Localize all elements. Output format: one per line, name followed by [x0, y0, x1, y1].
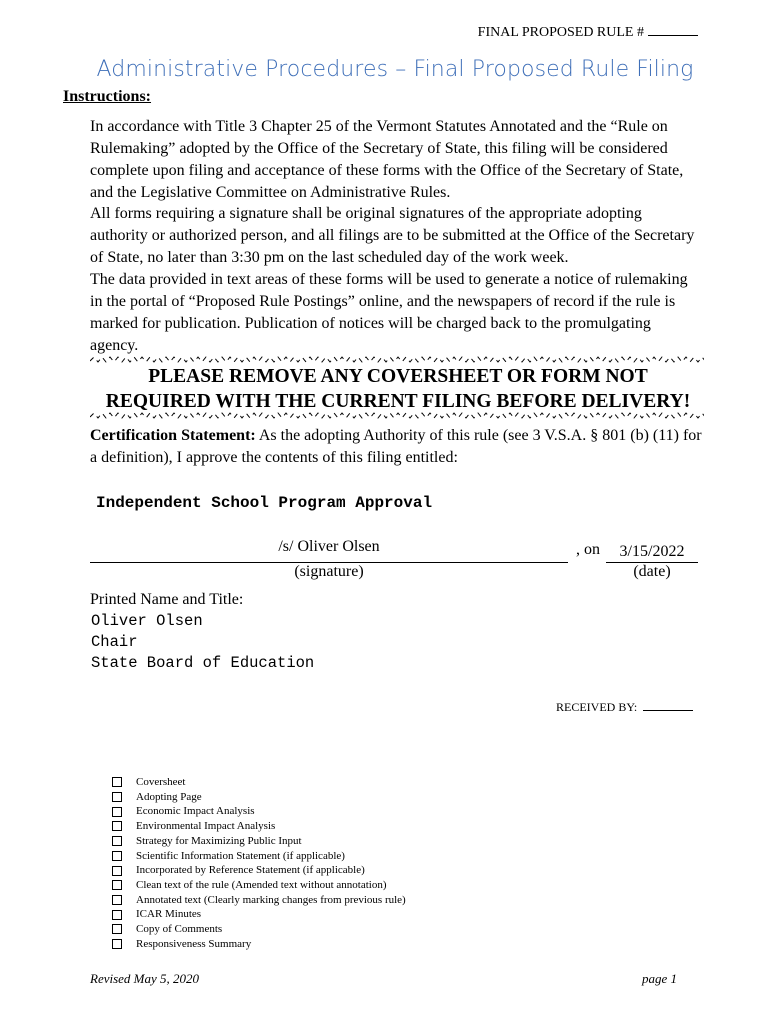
checklist-item	[112, 804, 406, 819]
checklist-item	[112, 893, 406, 908]
received-by-blank[interactable]	[643, 700, 693, 711]
filing-checklist	[112, 775, 406, 951]
instructions-heading: Instructions:	[63, 88, 152, 105]
certification-text: As the adopting Authority of this rule (see 3 V.S.A. § 801 (b) (11) for a definition), I approve the contents of this filing entitled:	[90, 427, 702, 466]
checklist-item-label: Copy of Comments	[136, 923, 223, 936]
date-label: (date)	[633, 563, 671, 580]
checklist-item-label: Scientific Information Statement (if applicable)	[136, 849, 345, 862]
filing-title[interactable]: Independent School Program Approval	[96, 494, 433, 512]
checklist-item-label: Coversheet	[136, 776, 186, 788]
certification-label: Certification Statement:	[90, 427, 256, 444]
rule-number-blank[interactable]	[648, 23, 698, 36]
received-by-field	[556, 700, 693, 715]
instructions-paragraph-2: All forms requiring a signature shall be original signatures of the appropriate adopting authority or authorized person, and all filings are to be submitted at the Office of the Secretary of State, no later than 3:30 pm on the last scheduled day of the work week.	[90, 205, 695, 266]
page-title: Administrative Procedures – Final Proposed Rule Filing	[96, 57, 694, 82]
printed-name-label: Printed Name and Title:	[90, 591, 244, 608]
checkbox[interactable]	[112, 807, 122, 817]
checklist-item	[112, 834, 406, 849]
received-by-label: RECEIVED BY:	[556, 700, 638, 714]
checkbox[interactable]	[112, 821, 122, 831]
page-number: page 1	[642, 971, 678, 986]
rule-number-label: FINAL PROPOSED RULE #	[477, 25, 644, 40]
checkbox[interactable]	[112, 895, 122, 905]
printed-title: Chair	[91, 633, 138, 651]
checkbox[interactable]	[112, 792, 122, 802]
checklist-item	[112, 907, 406, 922]
checkbox[interactable]	[112, 836, 122, 846]
checklist-item	[112, 937, 406, 952]
checklist-item-label: Responsiveness Summary	[136, 937, 252, 950]
checklist-item	[112, 849, 406, 864]
checkbox[interactable]	[112, 777, 122, 787]
certification-statement	[90, 425, 705, 469]
checklist-item	[112, 819, 406, 834]
instructions-paragraph-1: In accordance with Title 3 Chapter 25 of the Vermont Statutes Annotated and the “Rule on Rulemaking” adopted by the Office of the Secretary of State, this filing will be considered complete upon filing and acceptance of these forms with the Office of the Secretary of State, and the Legislative Committee on Administrative Rules.	[90, 118, 684, 201]
revision-date: Revised May 5, 2020	[90, 971, 200, 986]
warning-line-2: REQUIRED WITH THE CURRENT FILING BEFORE DELIVERY!	[105, 391, 691, 412]
warning-border-bottom	[90, 411, 704, 421]
checkbox[interactable]	[112, 924, 122, 934]
checklist-item-label: Strategy for Maximizing Public Input	[136, 834, 302, 847]
checklist-item	[112, 922, 406, 937]
checklist-item-label: Environmental Impact Analysis	[136, 820, 276, 833]
wavy-border-path	[90, 413, 704, 418]
checkbox[interactable]	[112, 910, 122, 920]
instructions-paragraph-3: The data provided in text areas of these forms will be used to generate a notice of rulemaking in the portal of “Proposed Rule Postings” online, and the newspapers of record if the rule is marked for publication. Publication of notices will be charged back to the promulgating agency.	[90, 271, 688, 354]
checklist-item-label: Incorporated by Reference Statement (if applicable)	[136, 864, 365, 877]
checklist-item-label: Clean text of the rule (Amended text without annotation)	[136, 878, 387, 891]
checklist-item-label: Economic Impact Analysis	[136, 805, 255, 818]
printed-organization: State Board of Education	[91, 654, 315, 672]
on-label: , on	[576, 541, 600, 558]
signature-label: (signature)	[294, 563, 364, 580]
checklist-item	[112, 878, 406, 893]
checklist-item-label: Annotated text (Clearly marking changes from previous rule)	[136, 893, 406, 906]
checkbox[interactable]	[112, 851, 122, 861]
checkbox[interactable]	[112, 880, 122, 890]
wavy-border-path	[90, 357, 704, 362]
warning-banner	[88, 364, 708, 414]
checklist-item-label: Adopting Page	[136, 790, 202, 803]
checklist-item	[112, 775, 406, 790]
date-value[interactable]: 3/15/2022	[619, 543, 685, 560]
checkbox[interactable]	[112, 939, 122, 949]
checklist-item	[112, 863, 406, 878]
warning-line-1: PLEASE REMOVE ANY COVERSHEET OR FORM NOT	[148, 366, 648, 387]
checklist-item-label: ICAR Minutes	[136, 908, 202, 921]
checklist-item	[112, 790, 406, 805]
checkbox[interactable]	[112, 866, 122, 876]
printed-name: Oliver Olsen	[91, 612, 203, 630]
printed-name-field[interactable]	[91, 611, 314, 674]
signature-value[interactable]: /s/ Oliver Olsen	[278, 538, 380, 555]
rule-number-field	[478, 23, 698, 41]
